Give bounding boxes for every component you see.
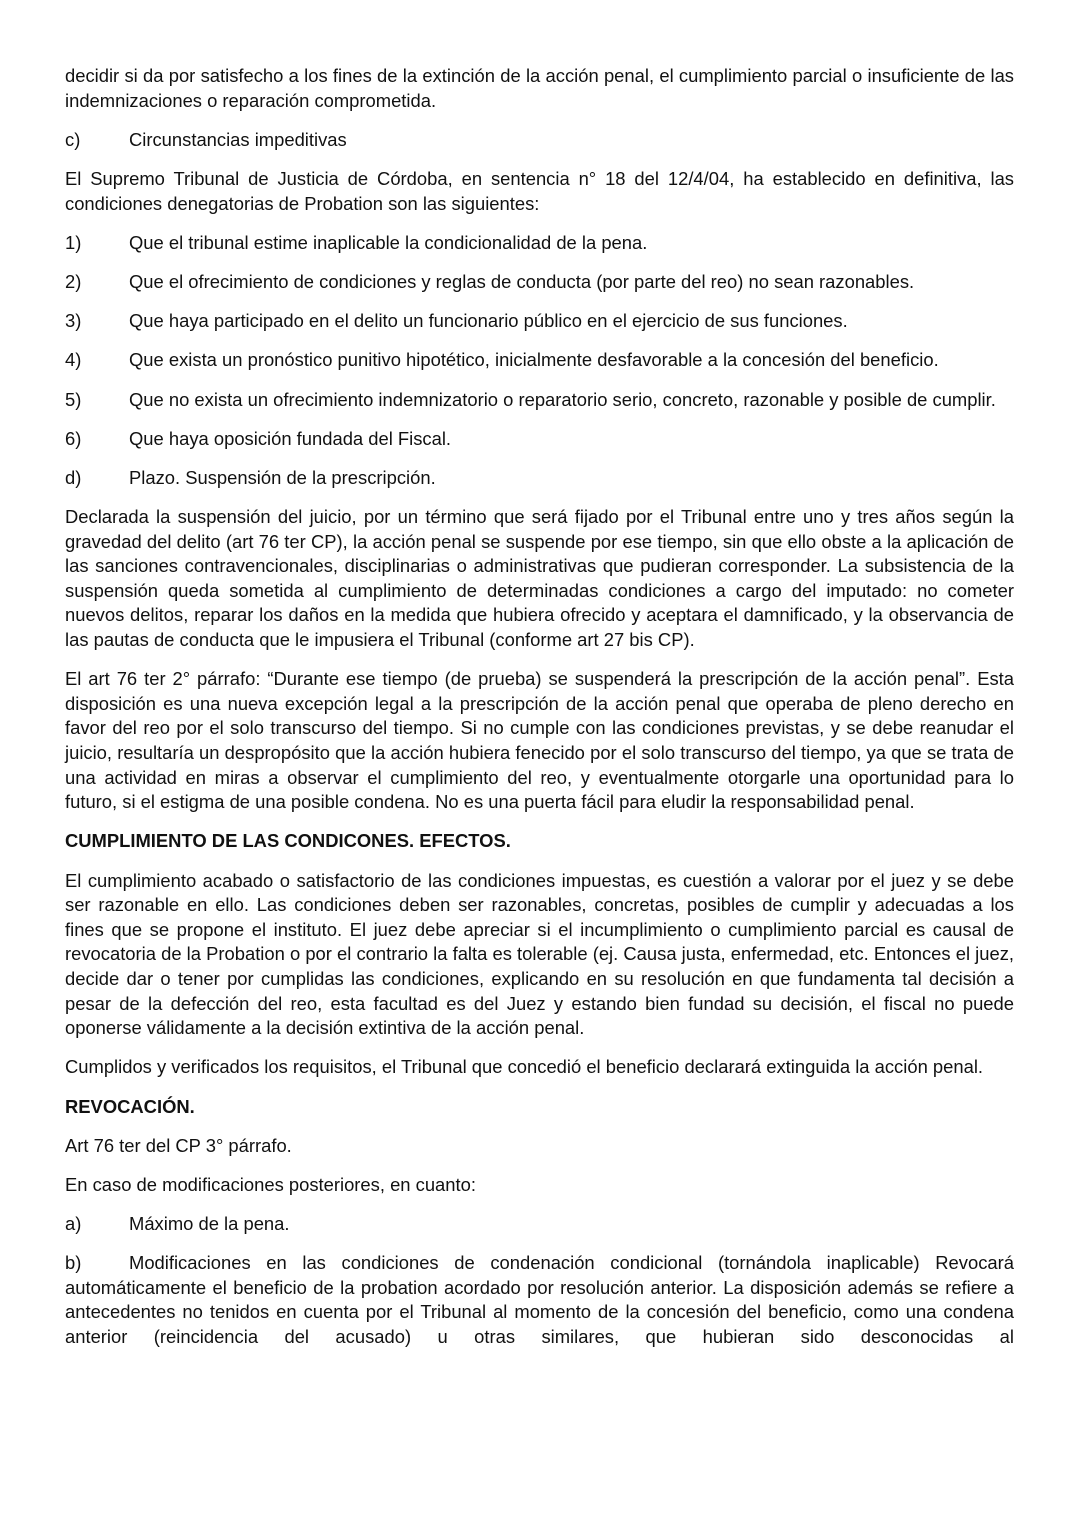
revocacion-heading: REVOCACIÓN. [65,1095,195,1117]
art76-paragraph: El art 76 ter 2° párrafo: “Durante ese tiempo (de prueba) se suspenderá la prescripción de la acción penal”. Esta disposición es una nueva excepción legal a la prescripción de la acción penal que operaba de pleno derecho en favor del reo por el solo transcurso del tiempo. Si no cumple con las condiciones previstas, y se debe reanudar el juicio, resultaría un despropósito que la acción hubiera fenecido por el solo transcurso del tiempo, ya que se trata de una actividad en miras a observar el cumplimiento del reo, y eventualmente otorgarle una oportunidad para lo futuro, si el estigma de una posible condena. No es una puerta fácil para eludir la responsabilidad penal. [65,668,1014,813]
condition-text: Que exista un pronóstico punitivo hipotético, inicialmente desfavorable a la concesión del beneficio. [129,349,939,371]
condition-item [65,348,1014,373]
section-a [65,1212,1014,1237]
section-b-marker: b) [65,1252,82,1274]
condition-text: Que el tribunal estime inaplicable la condicionalidad de la pena. [129,231,648,253]
cumplimiento-heading: CUMPLIMIENTO DE LAS CONDICONES. EFECTOS. [65,830,511,852]
condition-marker: 1) [65,231,82,253]
section-b-text: Modificaciones en las condiciones de condenación condicional (tornándola inaplicable) Revocará automáticamente el beneficio de la probation acordado por resolución anterior. La disposición además se refiere a antecedentes no tenidos en cuenta por el Tribunal al momento de la concesión del beneficio, como una condena anterior (reincidencia del acusado) u otras similares, que hubieran sido desconocidas al [65,1252,1014,1348]
condition-marker: 5) [65,388,82,410]
section-b [65,1251,1014,1349]
condition-item [65,231,1014,256]
condition-marker: 6) [65,427,82,449]
condition-item [65,427,1014,452]
section-a-marker: a) [65,1213,82,1235]
condition-text: Que no exista un ofrecimiento indemnizatorio o reparatorio serio, concreto, razonable y posible de cumplir. [129,388,996,410]
condition-item [65,270,1014,295]
document-page [65,64,1014,1364]
condition-text: Que haya participado en el delito un funcionario público en el ejercicio de sus funciones. [129,310,848,332]
cumplimiento-paragraph: El cumplimiento acabado o satisfactorio de las condiciones impuestas, es cuestión a valorar por el juez y se debe ser razonable en ello. Las condiciones deben ser razonables, concretas, posibles de cumplir y adecuadas a los fines que se propone el instituto. El juez debe apreciar si el incumplimiento o cumplimiento parcial es causal de revocatoria de la Probation o por el contrario la falta es tolerable (ej. Causa justa, enfermedad, etc. Entonces el juez, decide dar o tener por cumplidas las condiciones, explicando en su resolución en que fundamenta tal decisión a pesar de la defección del reo, esta facultad es del Juez y estando bien fundad su decisión, el fiscal no puede oponerse válidamente a la decisión extintiva de la acción penal. [65,869,1014,1039]
section-c [65,128,1014,153]
en-caso-paragraph: En caso de modificaciones posteriores, en cuanto: [65,1173,476,1195]
condition-marker: 4) [65,349,82,371]
condition-item [65,309,1014,334]
supremo-paragraph: El Supremo Tribunal de Justicia de Córdoba, en sentencia n° 18 del 12/4/04, ha establecido en definitiva, las condiciones denegatorias de Probation son las siguientes: [65,167,1014,214]
declarada-paragraph: Declarada la suspensión del juicio, por un término que será fijado por el Tribunal entre uno y tres años según la gravedad del delito (art 76 ter CP), la acción penal se suspende por ese tiempo, sin que ello obste a la aplicación de las sanciones contravencionales, disciplinarias o administrativas que pudieran corresponder. La subsistencia de la suspensión queda sometida al cumplimiento de determinadas condiciones a cargo del imputado: no cometer nuevos delitos, reparar los daños en la medida que hubiera ofrecido y aceptara el damnificado, y la observancia de las pautas de conducta que le impusiera el Tribunal (conforme art 27 bis CP). [65,506,1014,651]
condition-text: Que haya oposición fundada del Fiscal. [129,427,452,449]
section-d [65,466,1014,491]
section-c-title: Circunstancias impeditivas [129,128,347,150]
condition-text: Que el ofrecimiento de condiciones y reglas de conducta (por parte del reo) no sean razonables. [129,270,915,292]
section-c-marker: c) [65,128,81,150]
cumplidos-paragraph: Cumplidos y verificados los requisitos, el Tribunal que concedió el beneficio declarará extinguida la acción penal. [65,1056,984,1078]
condition-marker: 2) [65,270,82,292]
condition-item [65,388,1014,413]
condition-marker: 3) [65,310,82,332]
section-d-marker: d) [65,466,82,488]
section-a-text: Máximo de la pena. [129,1213,290,1235]
intro-paragraph: decidir si da por satisfecho a los fines de la extinción de la acción penal, el cumplimiento parcial o insuficiente de las indemnizaciones o reparación comprometida. [65,65,1014,111]
art76-third-paragraph: Art 76 ter del CP 3° párrafo. [65,1134,292,1156]
section-d-title: Plazo. Suspensión de la prescripción. [129,466,436,488]
